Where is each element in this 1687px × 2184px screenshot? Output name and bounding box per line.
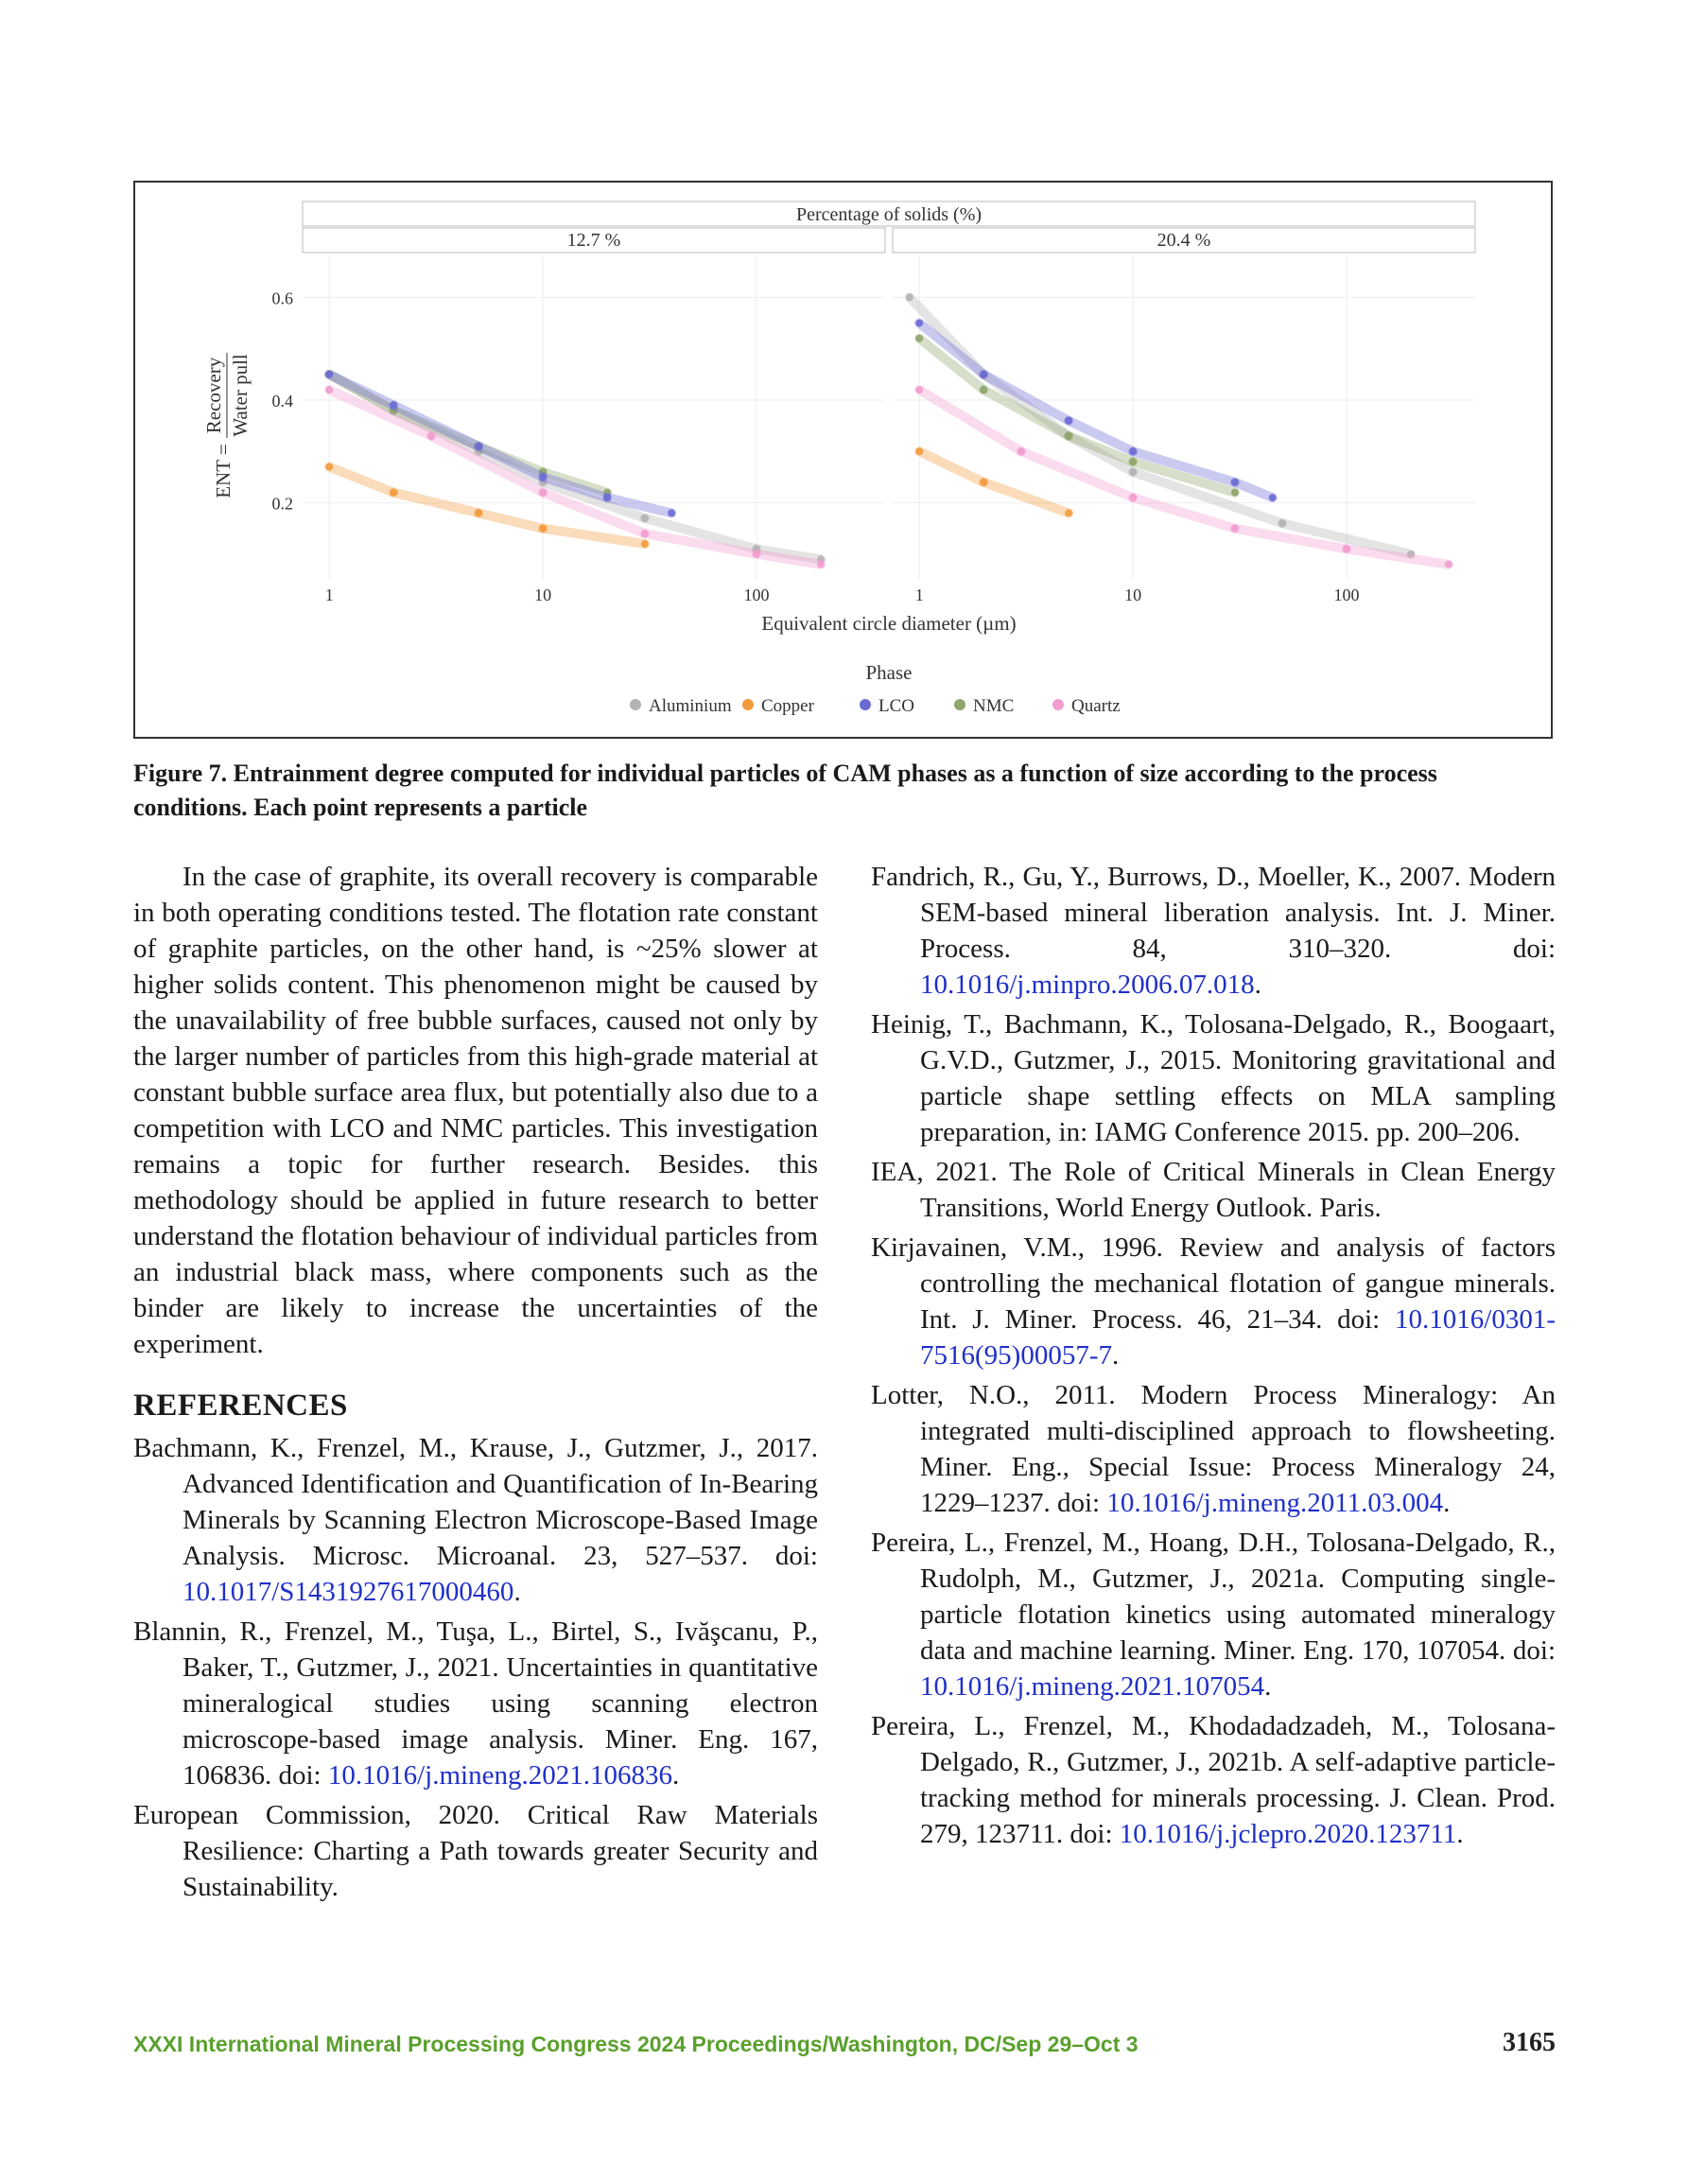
reference-item: Lotter, N.O., 2011. Modern Process Mineralogy: An integrated multi-disciplined approach to flowsheeting. Miner. Eng., Special Issue: Process Mineralogy 24, 1229–1237. doi: 10.1016/j.mineng.2011.03.004. (871, 1380, 1556, 1518)
footer-conference: XXXI International Mineral Processing Congress 2024 Proceedings/Washington, DC/Sep 29–Oct 3 (133, 2032, 1139, 2056)
references-heading: REFERENCES (133, 1389, 348, 1423)
x-tick-label: 1 (324, 585, 334, 604)
legend-swatch (630, 699, 641, 710)
data-point (1269, 494, 1277, 501)
legend-swatch (954, 699, 965, 710)
x-tick-label: 1 (914, 585, 924, 604)
reference-item: Pereira, L., Frenzel, M., Hoang, D.H., Tolosana-Delgado, R., Rudolph, M., Gutzmer, J., 2021a. Computing single-particle flotation kinetics using automated mineralogy data and machine learning. Miner. Eng. 170, 107054. doi: 10.1016/j.mineng.2021.107054. (871, 1528, 1556, 1702)
y-label-prefix: ENT = (212, 444, 235, 498)
doi-link[interactable]: 10.1016/0301-7516(95)00057-7 (920, 1304, 1556, 1371)
left-column (133, 859, 818, 1909)
y-tick-label: 0.6 (271, 288, 293, 308)
legend-label: NMC (973, 696, 1015, 716)
y-label-denominator: Water pull (229, 354, 252, 437)
y-axis-label (202, 353, 252, 498)
x-tick-label: 10 (534, 585, 552, 604)
legend-title: Phase (865, 661, 913, 684)
doi-link[interactable]: 10.1016/j.mineng.2011.03.004 (1106, 1488, 1444, 1518)
figure-caption: Figure 7. Entrainment degree computed for individual particles of CAM phases as a function of size according to the process conditions. Each point represents a particle (133, 760, 1437, 821)
reference-item: Bachmann, K., Frenzel, M., Krause, J., Gutzmer, J., 2017. Advanced Identification and Quantification of In-Bearing Minerals by Scanning Electron Microscope-Based Image Analysis. Microsc. Microanal. 23, 527–537. doi: 10.1017/S1431927617000460. (133, 1433, 818, 1607)
doi-link[interactable]: 10.1017/S1431927617000460 (183, 1577, 514, 1607)
body-paragraph: In the case of graphite, its overall recovery is comparable in both operating conditions tested. The flotation rate constant of graphite particles, on the other hand, is ~25% slower at higher solids content. This phenomenon might be caused by the unavailability of free bubble surfaces, caused not only by the larger number of particles from this high-grade material at constant bubble surface area flux, but potentially also due to a competition with LCO and NMC particles. This investigation remains a topic for further research. Besides. this methodology should be applied in future research to better understand the flotation behaviour of individual particles from an industrial black mass, where components such as the binder are likely to increase the uncertainties of the experiment. (133, 862, 818, 1359)
point-cloud (1235, 482, 1273, 498)
references-list-left (133, 1430, 818, 1905)
reference-item: Kirjavainen, V.M., 1996. Review and analysis of factors controlling the mechanical flotation of gangue minerals. Int. J. Miner. Process. 46, 21–34. doi: 10.1016/0301-7516(95)00057-7. (871, 1232, 1556, 1371)
point-cloud (329, 467, 393, 493)
x-tick-label: 10 (1124, 585, 1142, 604)
references-list-right (871, 859, 1556, 1852)
data-point (1445, 561, 1452, 568)
reference-item: Fandrich, R., Gu, Y., Burrows, D., Moeller, K., 2007. Modern SEM-based mineral liberation analysis. Int. J. Miner. Process. 84, 310–320. doi: 10.1016/j.minpro.2006.07.018. (871, 862, 1556, 1000)
point-cloud (478, 513, 543, 528)
panel-strip-label: 12.7 % (566, 230, 621, 251)
doi-link[interactable]: 10.1016/j.minpro.2006.07.018 (920, 970, 1255, 1000)
legend-label: Copper (761, 696, 814, 716)
data-point (817, 561, 825, 568)
reference-item: European Commission, 2020. Critical Raw Materials Resilience: Charting a Path towards greater Security and Sustainability. (133, 1800, 818, 1902)
figure-7 (133, 181, 1553, 739)
data-point (1065, 509, 1072, 516)
legend-swatch (1052, 699, 1064, 710)
y-tick-label: 0.2 (271, 494, 293, 514)
data-point (1231, 489, 1239, 497)
data-point (641, 540, 649, 548)
y-label-numerator: Recovery (202, 357, 225, 434)
scatter-chart (135, 183, 1551, 737)
reference-item: Heinig, T., Bachmann, K., Tolosana-Delgado, R., Boogaart, G.V.D., Gutzmer, J., 2015. Monitoring gravitational and particle shape settling effects on MLA sampling preparation, in: IAMG Conference 2015. pp. 200–206. (871, 1009, 1556, 1147)
reference-item: Blannin, R., Frenzel, M., Tuşa, L., Birtel, S., Ivăşcanu, P., Baker, T., Gutzmer, J., 2021. Uncertainties in quantitative mineralogical studies using scanning electron microscope-based image analysis. Miner. Eng. 167, 106836. doi: 10.1016/j.mineng.2021.106836. (133, 1616, 818, 1791)
x-tick-label: 100 (1333, 585, 1360, 604)
reference-item: Pereira, L., Frenzel, M., Khodadadzadeh, M., Tolosana-Delgado, R., Gutzmer, J., 2021b. A self-adaptive particle-tracking method for minerals processing. J. Clean. Prod. 279, 123711. doi: 10.1016/j.jclepro.2020.123711. (871, 1711, 1556, 1849)
facet-strip-title: Percentage of solids (%) (795, 204, 983, 225)
right-column (871, 859, 1556, 1856)
data-point (668, 509, 675, 516)
reference-item: IEA, 2021. The Role of Critical Minerals in Clean Energy Transitions, World Energy Outlook. Paris. (871, 1157, 1556, 1223)
doi-link[interactable]: 10.1016/j.jclepro.2020.123711 (1119, 1819, 1457, 1849)
point-cloud (983, 482, 1069, 514)
panel-strip-label: 20.4 % (1157, 230, 1211, 251)
point-cloud (919, 451, 983, 482)
doi-link[interactable]: 10.1016/j.mineng.2021.107054 (920, 1671, 1265, 1702)
legend-swatch (742, 699, 754, 710)
x-axis-label: Equivalent circle diameter (µm) (761, 612, 1017, 635)
legend-swatch (860, 699, 871, 710)
y-tick-label: 0.4 (271, 392, 293, 411)
legend-label: LCO (878, 696, 914, 716)
page-number: 3165 (1503, 2028, 1556, 2057)
legend-label: Aluminium (649, 696, 732, 716)
legend-label: Quartz (1071, 696, 1121, 716)
doi-link[interactable]: 10.1016/j.mineng.2021.106836 (327, 1760, 672, 1791)
x-tick-label: 100 (743, 585, 770, 604)
